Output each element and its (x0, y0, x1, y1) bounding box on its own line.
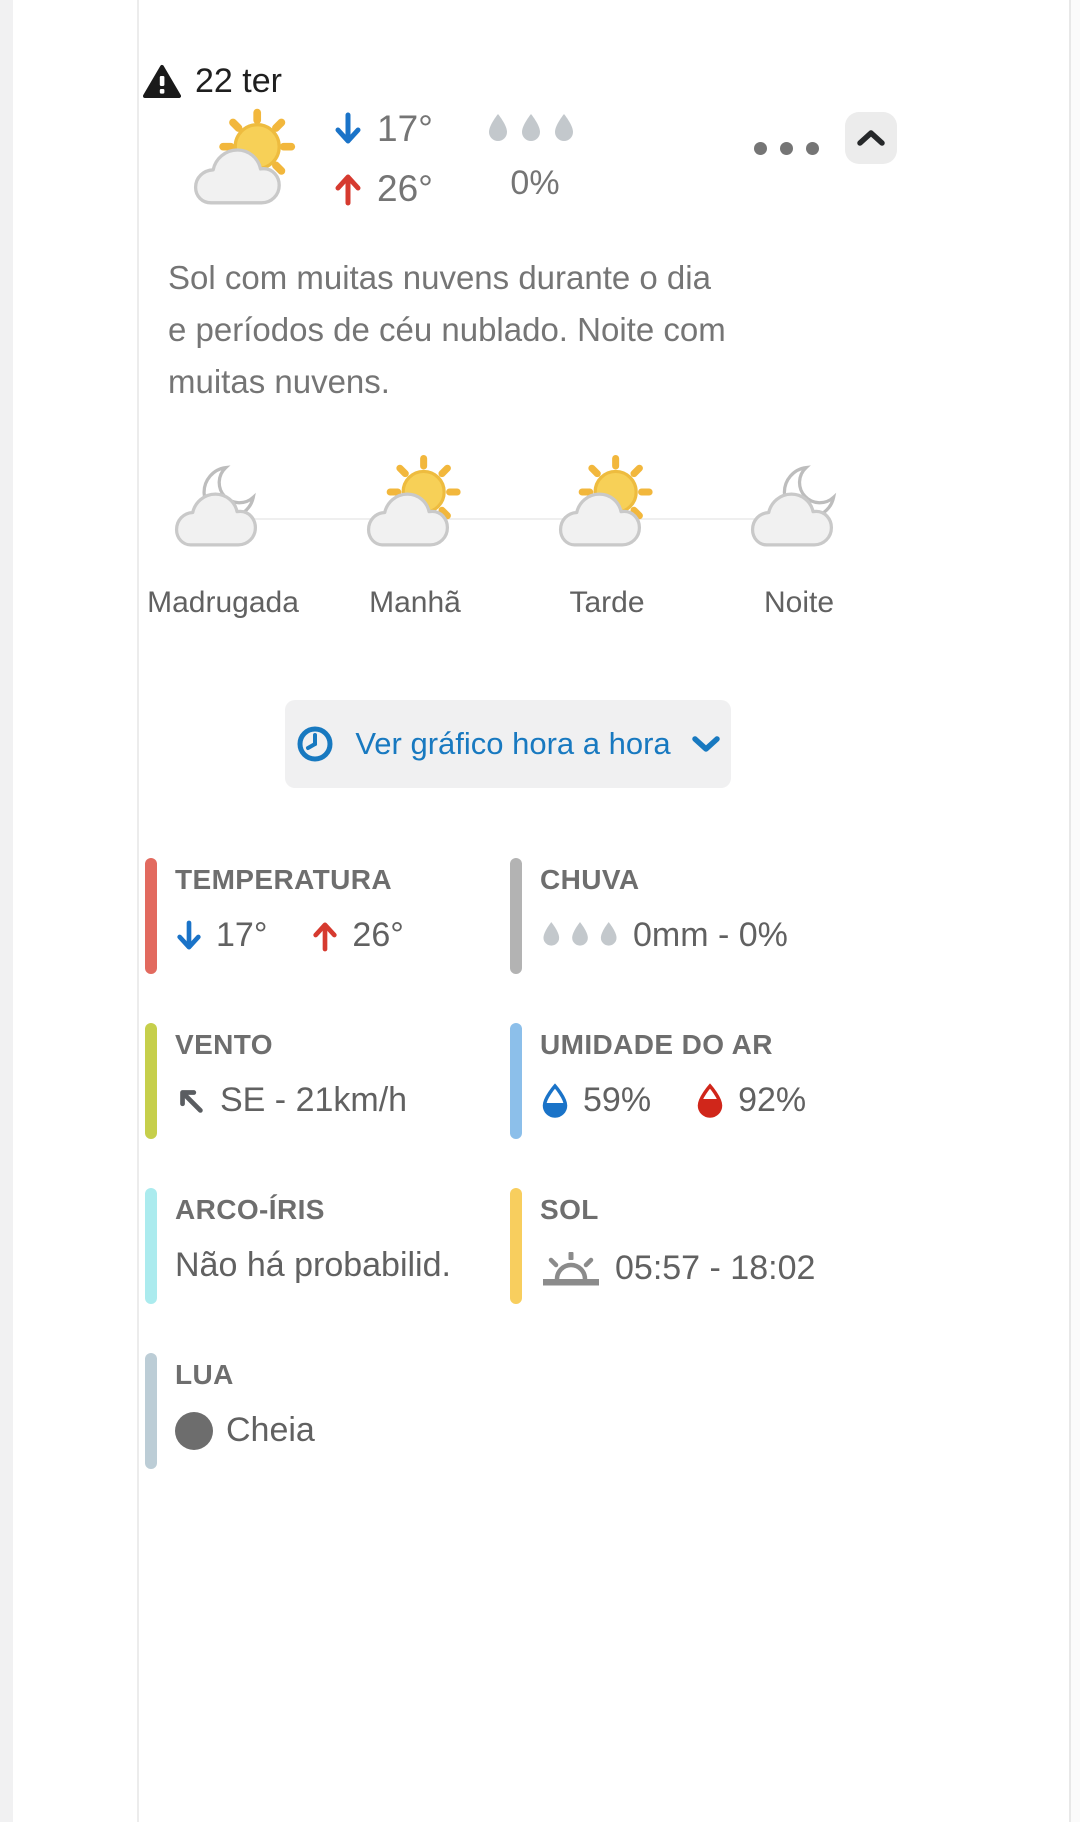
chevron-down-icon (691, 733, 721, 755)
clock-icon (295, 724, 335, 764)
tile-temperatura (145, 858, 507, 974)
tile-label: UMIDADE DO AR (540, 1029, 773, 1060)
droplet-min-icon (540, 1083, 570, 1119)
droplet-max-icon (695, 1083, 725, 1119)
arrow-up-left-icon (175, 1085, 207, 1117)
temperature-range (333, 108, 433, 210)
period-tarde (525, 452, 689, 620)
high-temp-value: 26° (352, 916, 404, 954)
low-temperature (333, 108, 433, 150)
period-madrugada (141, 452, 305, 620)
moon-cloud-icon (745, 452, 853, 560)
precip-chance (485, 112, 585, 203)
humidity-max-value: 92% (738, 1081, 807, 1119)
arrow-down-icon (333, 111, 363, 147)
rain-value: 0mm - 0% (633, 916, 788, 954)
tile-label: LUA (175, 1359, 234, 1390)
period-label: Noite (763, 586, 835, 619)
forecast-summary: Sol com muitas nuvens durante o dia e períodos de céu nublado. Noite com muitas nuvens. (168, 259, 726, 400)
tile-umidade (510, 1023, 872, 1139)
hourly-chart-button[interactable] (285, 700, 731, 788)
sunrise-icon (540, 1246, 602, 1290)
moon-cloud-icon (169, 452, 277, 560)
tile-accent-bar (510, 1188, 522, 1304)
tile-vento (145, 1023, 507, 1139)
low-temp-value: 17° (377, 108, 433, 149)
sun-cloud-icon (361, 452, 469, 560)
sun-cloud-icon (553, 452, 661, 560)
high-temperature (333, 168, 433, 210)
side-column (13, 0, 139, 1822)
chevron-up-icon (856, 128, 886, 148)
full-moon-icon (175, 1412, 213, 1450)
hourly-chart-label: Ver gráfico hora a hora (355, 726, 671, 761)
period-label: Madrugada (147, 586, 299, 619)
current-conditions (141, 106, 1068, 226)
precip-percent: 0% (510, 164, 560, 202)
day-header (143, 62, 282, 101)
tile-arco-iris (145, 1188, 507, 1304)
tile-value (175, 1411, 507, 1450)
tile-value (540, 1081, 872, 1120)
sun-hours-value: 05:57 - 18:02 (615, 1248, 816, 1287)
tile-sol (510, 1188, 872, 1304)
high-temp-value: 26° (377, 168, 433, 209)
tile-label: SOL (540, 1194, 599, 1225)
arrow-up-icon (311, 919, 339, 953)
tile-value (175, 916, 507, 955)
date-label: 22 ter (195, 62, 282, 100)
tile-accent-bar (145, 858, 157, 974)
humidity-min-value: 59% (583, 1081, 652, 1119)
periods-strip (141, 452, 881, 620)
period-manha (333, 452, 497, 620)
rain-drops-icon (485, 112, 585, 148)
forecast-card (141, 0, 1068, 1822)
right-gutter (1069, 0, 1080, 1822)
sun-behind-cloud-icon (189, 106, 299, 216)
tile-value (175, 1081, 507, 1120)
period-noite (717, 452, 881, 620)
low-temp-value: 17° (216, 916, 268, 954)
tile-accent-bar (145, 1188, 157, 1304)
tile-value (540, 916, 872, 955)
tile-accent-bar (145, 1353, 157, 1469)
tile-accent-bar (510, 1023, 522, 1139)
rainbow-value: Não há probabilid. (175, 1246, 451, 1284)
tile-accent-bar (510, 858, 522, 974)
arrow-up-icon (333, 171, 363, 207)
tile-value (540, 1246, 872, 1290)
alert-triangle-icon (143, 64, 181, 100)
ellipsis-menu-button[interactable] (744, 132, 829, 165)
tile-label: TEMPERATURA (175, 864, 392, 895)
tile-label: ARCO-ÍRIS (175, 1194, 325, 1225)
tile-label: CHUVA (540, 864, 640, 895)
collapse-button[interactable] (845, 112, 897, 164)
arrow-down-icon (175, 919, 203, 953)
period-label: Manhã (369, 586, 461, 619)
tile-lua (145, 1353, 507, 1469)
tile-accent-bar (145, 1023, 157, 1139)
period-label: Tarde (569, 586, 645, 619)
tile-value (175, 1246, 507, 1285)
tile-label: VENTO (175, 1029, 273, 1060)
left-gutter (0, 0, 13, 1822)
rain-drops-icon (540, 920, 620, 952)
wind-value: SE - 21km/h (220, 1081, 408, 1119)
moon-phase-value: Cheia (226, 1411, 315, 1449)
tile-chuva (510, 858, 872, 974)
